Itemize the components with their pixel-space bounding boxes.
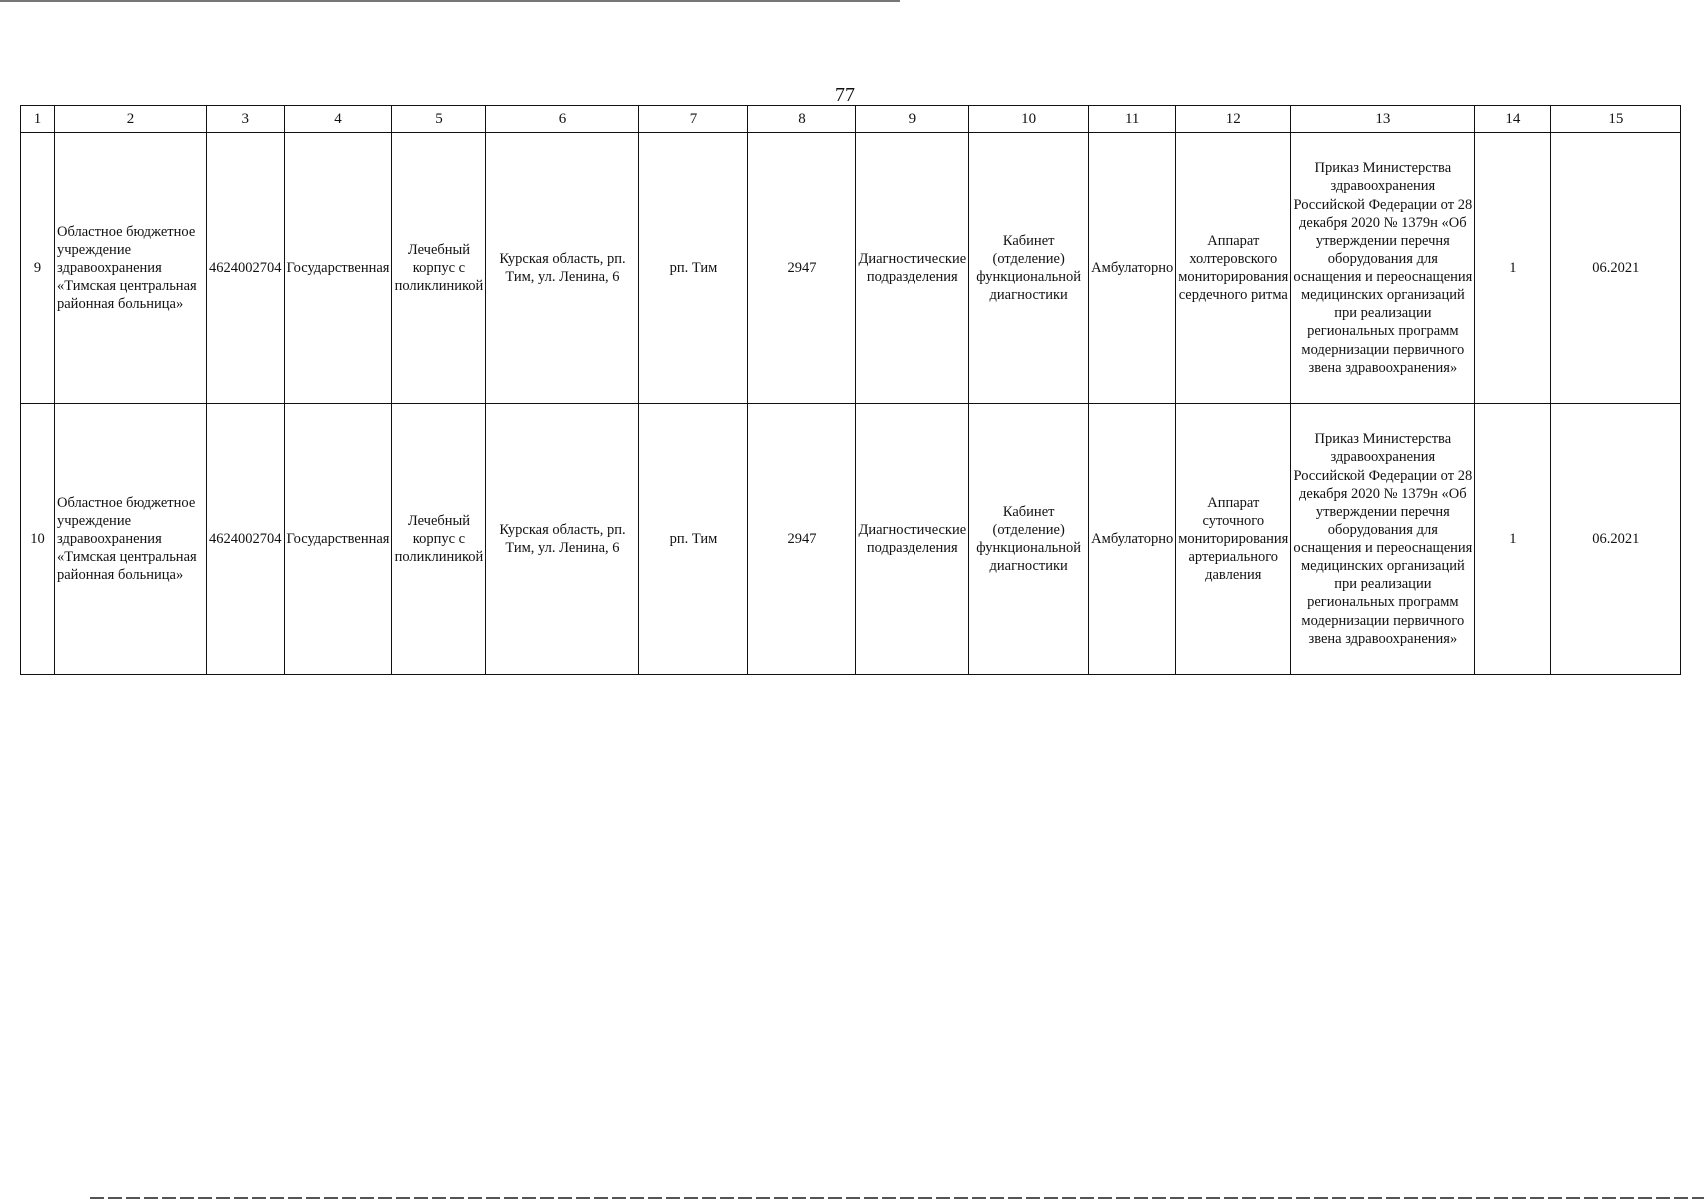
legal-basis: Приказ Министерства здравоохранения Российской Федерации от 28 декабря 2020 № 1379н «Об утверждении перечня оборудования для оснащения и переоснащения медицинских организаций при реализации региональных программ модернизации первичного звена здравоохранения» <box>1291 404 1475 675</box>
column-header: 7 <box>639 106 748 133</box>
column-header: 1 <box>21 106 55 133</box>
date: 06.2021 <box>1551 133 1681 404</box>
column-header: 12 <box>1176 106 1291 133</box>
date: 06.2021 <box>1551 404 1681 675</box>
division: Диагностические подразделения <box>856 404 969 675</box>
building: Лечебный корпус с поликлиникой <box>392 404 486 675</box>
organization-code: 4624002704 <box>207 404 285 675</box>
column-header: 13 <box>1291 106 1475 133</box>
column-header: 2 <box>55 106 207 133</box>
address: Курская область, рп. Тим, ул. Ленина, 6 <box>486 404 639 675</box>
ownership-form: Государственная <box>284 404 392 675</box>
column-header: 9 <box>856 106 969 133</box>
header-row <box>21 106 1681 133</box>
column-header: 4 <box>284 106 392 133</box>
equipment: Аппарат суточного мониторирования артериального давления <box>1176 404 1291 675</box>
scan-edge-top <box>0 0 900 2</box>
page-number: 77 <box>835 84 855 106</box>
organization-name: Областное бюджетное учреждение здравоохранения «Тимская центральная районная больница» <box>55 133 207 404</box>
organization-code: 4624002704 <box>207 133 285 404</box>
address: Курская область, рп. Тим, ул. Ленина, 6 <box>486 133 639 404</box>
ownership-form: Государственная <box>284 133 392 404</box>
locality: рп. Тим <box>639 404 748 675</box>
column-header: 15 <box>1551 106 1681 133</box>
organization-name: Областное бюджетное учреждение здравоохранения «Тимская центральная районная больница» <box>55 404 207 675</box>
row-number: 9 <box>21 133 55 404</box>
column-header: 5 <box>392 106 486 133</box>
column-header: 10 <box>969 106 1089 133</box>
locality: рп. Тим <box>639 133 748 404</box>
column-header: 8 <box>748 106 856 133</box>
division: Диагностические подразделения <box>856 133 969 404</box>
quantity: 1 <box>1475 133 1551 404</box>
table-row <box>21 133 1681 404</box>
column-header: 14 <box>1475 106 1551 133</box>
legal-basis: Приказ Министерства здравоохранения Российской Федерации от 28 декабря 2020 № 1379н «Об утверждении перечня оборудования для оснащения и переоснащения медицинских организаций при реализации региональных программ модернизации первичного звена здравоохранения» <box>1291 133 1475 404</box>
care-form: Амбулаторно <box>1089 404 1176 675</box>
care-form: Амбулаторно <box>1089 133 1176 404</box>
department: Кабинет (отделение) функциональной диагностики <box>969 404 1089 675</box>
scan-edge-bottom <box>90 1197 1704 1199</box>
building: Лечебный корпус с поликлиникой <box>392 133 486 404</box>
table-row <box>21 404 1681 675</box>
equipment: Аппарат холтеровского мониторирования сердечного ритма <box>1176 133 1291 404</box>
population: 2947 <box>748 133 856 404</box>
column-header: 11 <box>1089 106 1176 133</box>
population: 2947 <box>748 404 856 675</box>
row-number: 10 <box>21 404 55 675</box>
column-header: 6 <box>486 106 639 133</box>
quantity: 1 <box>1475 404 1551 675</box>
column-header: 3 <box>207 106 285 133</box>
department: Кабинет (отделение) функциональной диагностики <box>969 133 1089 404</box>
equipment-registry-table <box>20 105 1681 675</box>
